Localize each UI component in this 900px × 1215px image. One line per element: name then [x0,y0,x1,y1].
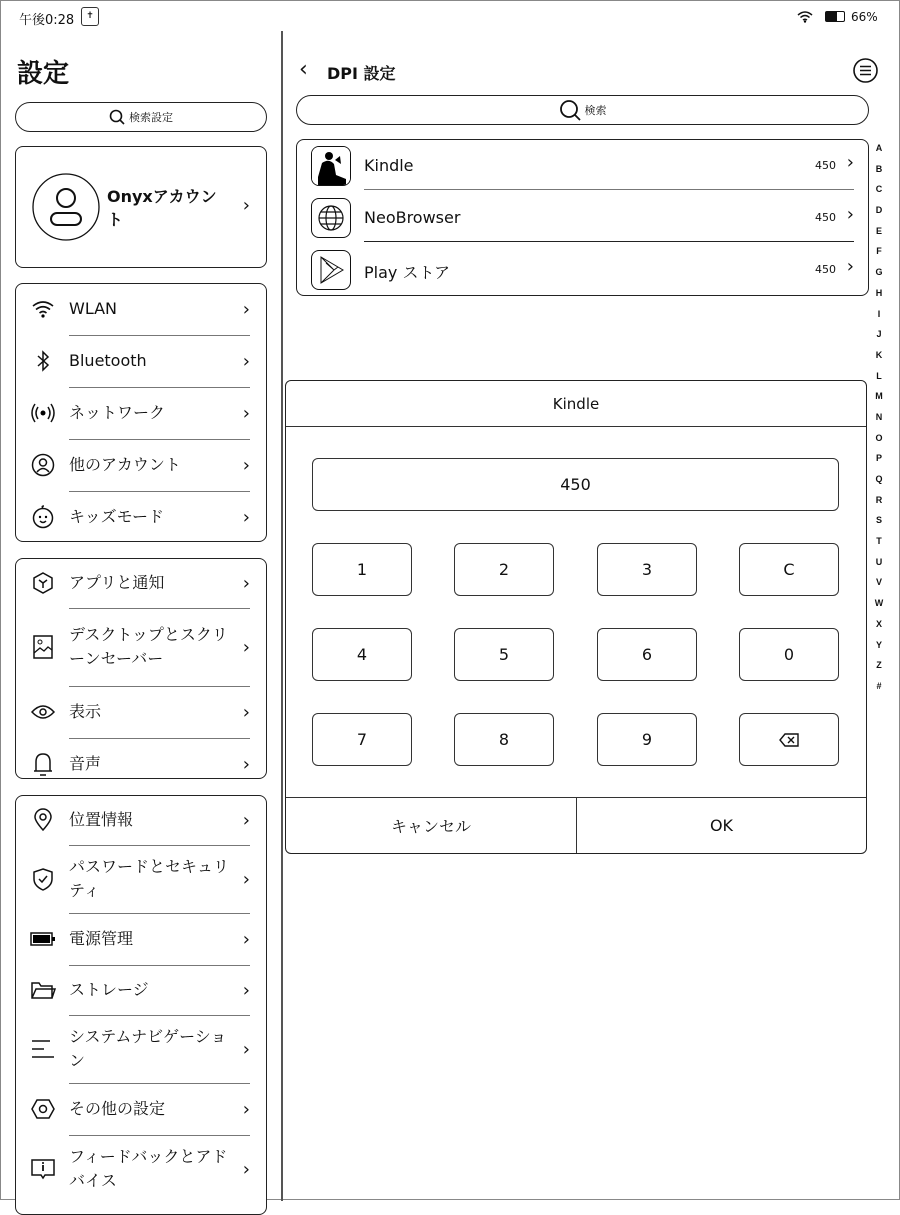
alphabet-index-letter[interactable]: Z [876,660,882,671]
eye-icon [30,699,56,725]
settings-item[interactable] [16,336,266,386]
settings-item-label: その他の設定 [69,1099,166,1118]
chevron-right-icon: › [242,195,250,216]
settings-item[interactable] [16,739,266,789]
chevron-right-icon: › [242,809,250,831]
settings-item[interactable] [16,796,266,844]
key-3[interactable]: 3 [597,543,697,596]
status-time: 午後0:28 [19,13,75,28]
app-row-play-store[interactable] [297,244,868,296]
settings-item-label: システムナビゲーション [69,1027,227,1070]
app-dpi-value: 450 [815,159,836,172]
backspace-button[interactable] [739,713,839,766]
settings-item-label: 他のアカウント [69,455,181,474]
chevron-right-icon: › [242,1158,250,1180]
settings-item-label: ネットワーク [69,403,166,422]
divider [364,241,854,242]
kids-icon [30,504,56,530]
settings-item-label: 音声 [69,754,102,773]
settings-item[interactable] [16,1136,266,1202]
settings-group-connectivity [15,283,267,542]
alphabet-index-letter[interactable]: Y [875,639,882,650]
alphabet-index-letter[interactable]: T [876,536,882,547]
chevron-right-icon: › [846,204,854,225]
key-4[interactable]: 4 [312,628,412,681]
settings-item-label: 電源管理 [69,929,134,948]
kindle-app-icon [311,146,351,186]
account-label: Onyxアカウント [107,187,217,229]
app-dpi-value: 450 [815,211,836,224]
settings-item[interactable] [16,846,266,912]
alphabet-index[interactable] [873,143,885,702]
settings-item-label: WLAN [69,299,118,318]
settings-group-system [15,795,267,1215]
key-0[interactable]: 0 [739,628,839,681]
notification-icon: ✝ [81,7,99,26]
alphabet-index-letter[interactable]: W [874,598,884,609]
chevron-right-icon: › [846,152,854,173]
location-icon [30,807,56,833]
settings-item[interactable] [16,284,266,334]
search-apps-button[interactable] [296,95,869,125]
page-title: 設定 [17,59,70,89]
app-dpi-value: 450 [815,263,836,276]
alphabet-index-letter[interactable]: L [876,370,882,381]
folder-icon [30,977,56,1003]
wifi-icon [30,296,56,322]
chevron-right-icon: › [242,402,250,424]
chevron-right-icon: › [242,350,250,372]
settings-item-label: 表示 [69,702,102,721]
alphabet-index-letter[interactable]: Q [875,474,883,484]
search-icon [559,99,581,121]
bell-icon [30,751,56,777]
chevron-right-icon: › [242,1038,250,1060]
alphabet-index-letter[interactable]: B [875,163,883,174]
wifi-status-icon [797,10,813,23]
settings-item-label: アプリと通知 [69,573,165,592]
chevron-right-icon: › [846,256,854,277]
settings-item[interactable] [16,440,266,490]
dpi-value-field[interactable]: 450 [312,458,839,511]
alphabet-index-letter[interactable]: P [875,453,882,464]
app-name: Kindle [364,156,414,175]
divider [364,189,854,190]
key-1[interactable]: 1 [312,543,412,596]
settings-item[interactable] [16,1084,266,1134]
search-label: 検索 [584,104,607,117]
battery-icon [30,926,56,952]
search-icon [109,109,125,125]
key-8[interactable]: 8 [454,713,554,766]
chevron-right-icon: › [242,928,250,950]
settings-item-label: デスクトップとスクリーンセーバー [69,625,228,668]
image-icon [30,634,56,660]
alphabet-index-letter[interactable]: V [875,577,882,588]
app-dpi-list [296,139,869,296]
alphabet-index-letter[interactable]: M [875,391,883,402]
shield-icon [30,866,56,892]
alphabet-index-letter[interactable]: C [875,184,883,195]
chevron-right-icon: › [242,979,250,1001]
alphabet-index-letter[interactable]: K [875,349,883,360]
pane-divider [281,31,283,1201]
alphabet-index-letter[interactable]: D [875,205,883,216]
backspace-icon [779,733,799,747]
settings-item-label: 位置情報 [69,810,134,829]
battery-status-icon [825,11,845,22]
app-name: NeoBrowser [364,208,461,227]
app-row-kindle[interactable] [297,140,868,192]
globe-app-icon [311,198,351,238]
ok-button[interactable]: OK [709,816,734,835]
alphabet-index-letter[interactable]: E [875,225,882,236]
key-7[interactable]: 7 [312,713,412,766]
settings-item[interactable] [16,966,266,1014]
play-store-app-icon [311,250,351,290]
alphabet-index-letter[interactable]: H [875,287,883,298]
key-9[interactable]: 9 [597,713,697,766]
alphabet-index-letter[interactable]: S [875,515,882,526]
alphabet-index-letter[interactable]: N [875,411,883,422]
settings-item[interactable] [16,388,266,438]
settings-item[interactable] [16,1016,266,1082]
chevron-right-icon: › [242,753,250,775]
network-icon [30,400,56,426]
alphabet-index-letter[interactable]: # [876,680,882,691]
settings-item-label: パスワードとセキュリティ [69,857,230,900]
chevron-right-icon: › [242,454,250,476]
settings-item[interactable] [16,914,266,964]
chevron-right-icon: › [242,1098,250,1120]
key-c[interactable]: C [739,543,839,596]
alphabet-index-letter[interactable]: X [875,618,882,629]
alphabet-index-letter[interactable]: J [876,329,882,340]
key-5[interactable]: 5 [454,628,554,681]
settings-group-device [15,558,267,779]
chevron-right-icon: › [242,701,250,723]
account-icon [30,452,56,478]
chevron-right-icon: › [242,868,250,890]
settings-item-label: フィードバックとアドバイス [69,1147,228,1190]
menu-icon[interactable] [853,58,878,83]
chevron-right-icon: › [242,636,250,658]
settings-item-label: Bluetooth [69,351,147,370]
key-2[interactable]: 2 [454,543,554,596]
feedback-icon [30,1156,56,1182]
dialog-title: Kindle [552,395,600,413]
settings-item[interactable] [16,687,266,737]
alphabet-index-letter[interactable]: F [876,246,882,257]
settings-item-label: ストレージ [69,980,149,999]
settings-item[interactable] [16,492,266,542]
app-name: Play ストア [364,263,450,282]
chevron-right-icon: › [242,298,250,320]
dpi-settings-title: DPI 設定 [327,64,396,83]
alphabet-index-letter[interactable]: A [875,143,883,153]
menu-lines-icon [30,1036,56,1062]
alphabet-index-letter[interactable]: U [875,556,883,567]
alphabet-index-letter[interactable]: G [875,267,883,278]
apps-icon [30,570,56,596]
search-label: 検索設定 [129,111,173,124]
settings-item[interactable] [16,559,266,607]
settings-item[interactable] [16,609,266,685]
app-row-neobrowser[interactable] [297,192,868,244]
chevron-right-icon: › [242,506,250,528]
avatar-icon [31,172,101,242]
alphabet-index-letter[interactable]: R [875,494,883,505]
alphabet-index-letter[interactable]: I [877,308,881,319]
chevron-right-icon: › [242,572,250,594]
cancel-button[interactable]: キャンセル [390,817,471,836]
settings-item-label: キッズモード [69,507,165,526]
search-settings-button[interactable] [15,102,267,132]
alphabet-index-letter[interactable]: O [875,432,883,443]
hexagon-icon [30,1096,56,1122]
battery-percent: 66% [851,10,878,24]
onyx-account-card[interactable] [15,146,267,268]
divider [286,426,866,427]
back-button[interactable]: ‹ [299,57,308,82]
dpi-input-dialog [285,380,867,854]
key-6[interactable]: 6 [597,628,697,681]
bluetooth-icon [30,348,56,374]
